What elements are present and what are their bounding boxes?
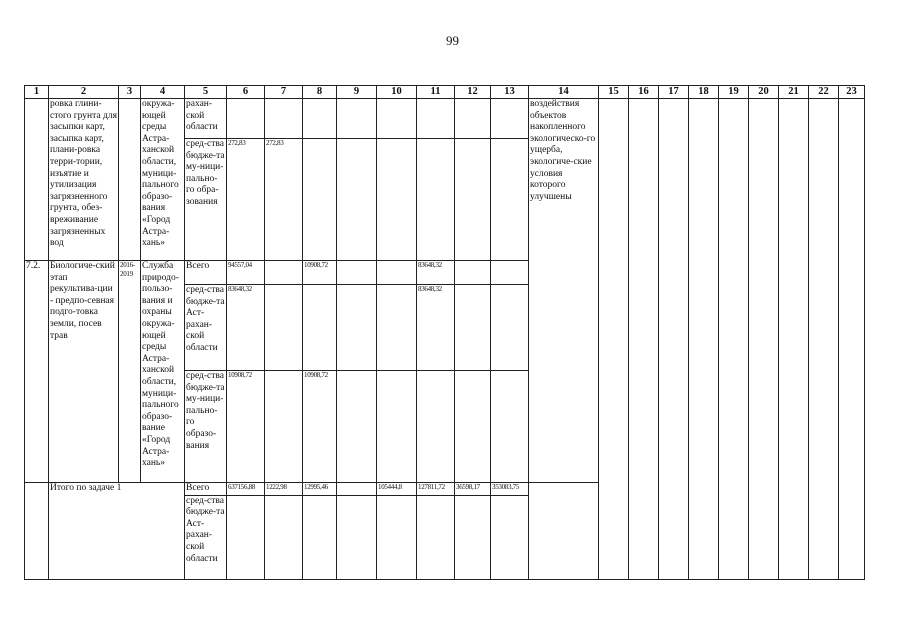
value-cell: 12995,46 — [303, 483, 337, 496]
column-header: 9 — [337, 86, 377, 99]
value-cell: 10908,72 — [303, 371, 337, 483]
source-cell: сред-ства бюдже-та му-ници-пально-го образо-вания — [185, 371, 227, 483]
column-header: 20 — [749, 86, 779, 99]
value-cell: 1222,98 — [265, 483, 303, 496]
source-cell: Всего — [185, 261, 227, 285]
column-header: 13 — [491, 86, 529, 99]
value-cell: 10908,72 — [227, 371, 265, 483]
source-cell: сред-ства бюдже-та Аст-рахан-ской области — [185, 285, 227, 371]
source-cell: Всего — [185, 483, 227, 496]
column-header: 3 — [119, 86, 141, 99]
column-header: 15 — [599, 86, 629, 99]
executor-cell: окружа-ющей среды Астра-ханской области, муници-пального образо-вания «Город Астра-хань» — [141, 99, 185, 261]
column-header: 18 — [689, 86, 719, 99]
source-cell: сред-ства бюдже-та Аст-рахан-ской области — [185, 495, 227, 579]
source-cell: рахан-ской области — [185, 99, 227, 139]
result-cell: воздействия объектов накопленного экологическо-го ущерба, экологиче-ские условия которого улучшены — [529, 99, 599, 483]
column-header: 8 — [303, 86, 337, 99]
column-header: 12 — [455, 86, 491, 99]
value-cell: 94557,04 — [227, 261, 265, 285]
column-header: 16 — [629, 86, 659, 99]
value-cell: 36598,17 — [455, 483, 491, 496]
column-header: 2 — [49, 86, 119, 99]
column-number-row — [25, 86, 865, 99]
program-table — [24, 85, 865, 580]
value-cell: 272,83 — [227, 139, 265, 261]
value-cell: 83648,32 — [417, 285, 455, 371]
page-number: 99 — [446, 33, 459, 48]
row-number: 7.2. — [25, 261, 49, 483]
column-header: 19 — [719, 86, 749, 99]
activity-cell: Биологиче-ский этап рекультива-ции - предпо-севная подго-товка земли, посев трав — [49, 261, 119, 483]
total-label: Итого по задаче 1 — [49, 483, 185, 580]
column-header: 7 — [265, 86, 303, 99]
column-header: 5 — [185, 86, 227, 99]
value-cell: 10908,72 — [303, 261, 337, 285]
value-cell: 83648,32 — [417, 261, 455, 285]
column-header: 22 — [809, 86, 839, 99]
executor-cell: Служба природо-пользо-вания и охраны окружа-ющей среды Астра-ханской области, муници-пального образо-вание «Город Астра-хань» — [141, 261, 185, 483]
column-header: 14 — [529, 86, 599, 99]
value-cell: 83648,32 — [227, 285, 265, 371]
value-cell: 105444,8 — [377, 483, 417, 496]
table-row — [25, 99, 865, 139]
value-cell: 353083,75 — [491, 483, 529, 496]
column-header: 6 — [227, 86, 265, 99]
column-header: 21 — [779, 86, 809, 99]
column-header: 17 — [659, 86, 689, 99]
value-cell: 127811,72 — [417, 483, 455, 496]
column-header: 10 — [377, 86, 417, 99]
column-header: 4 — [141, 86, 185, 99]
column-header: 11 — [417, 86, 455, 99]
period-cell: 2016-2019 — [119, 261, 141, 483]
value-cell: 637156,88 — [227, 483, 265, 496]
activity-cell: ровка глини-стого грунта для засыпки карт, засыпка карт, плани-ровка терри-тории, изъятие и утилизация загрязненного грунта, обез-вреживание загрязненных вод — [49, 99, 119, 261]
source-cell: сред-ства бюдже-та му-ници-пально-го обра-зования — [185, 139, 227, 261]
column-header: 1 — [25, 86, 49, 99]
column-header: 23 — [839, 86, 865, 99]
value-cell: 272,83 — [265, 139, 303, 261]
